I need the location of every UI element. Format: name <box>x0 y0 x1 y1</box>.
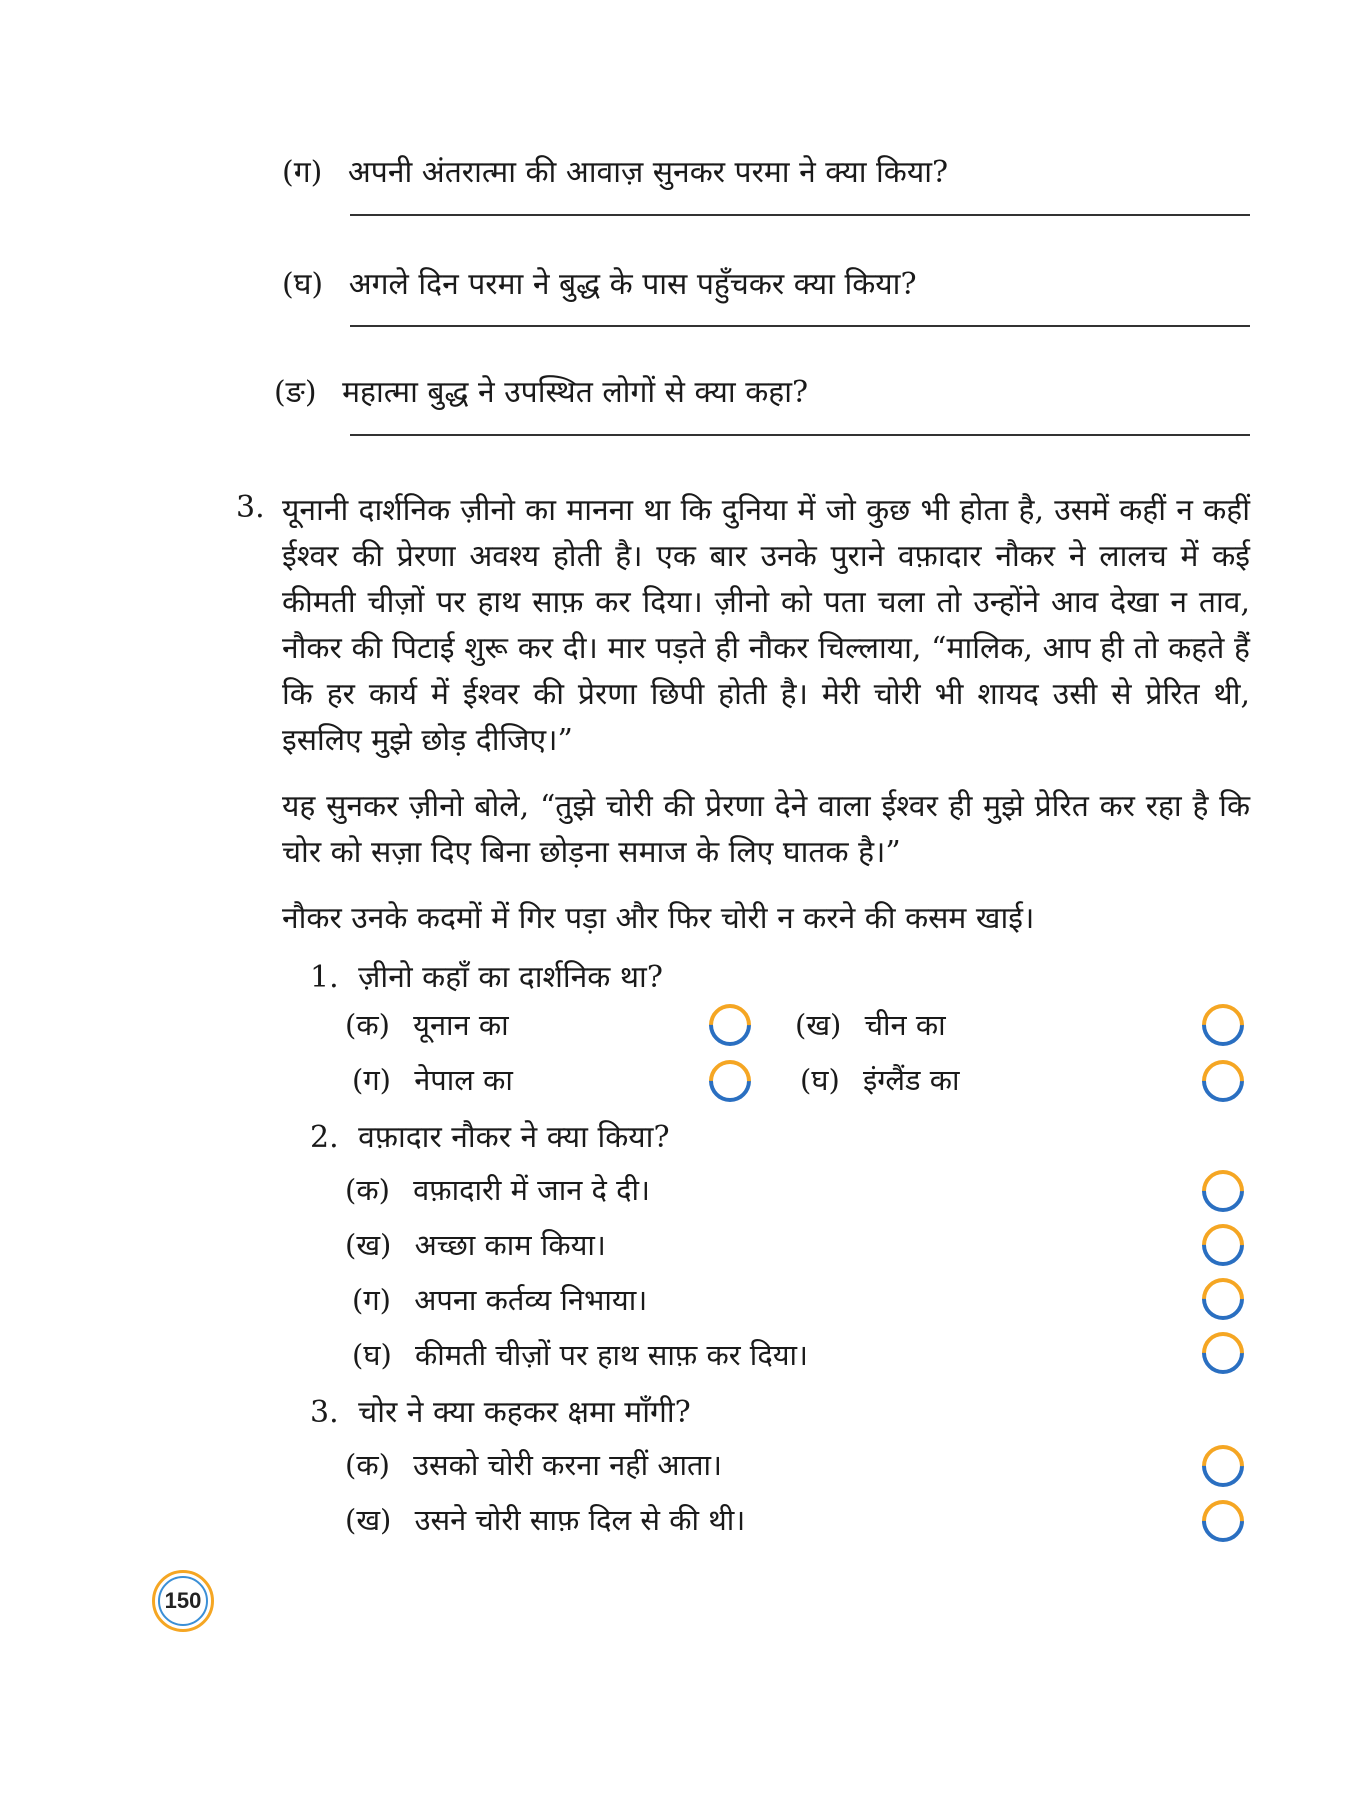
mcq-question <box>310 955 663 996</box>
page-number-badge <box>152 1570 214 1632</box>
answer-circle[interactable] <box>1193 1269 1252 1328</box>
option-label: (घ) <box>352 1338 392 1372</box>
option-text: उसको चोरी करना नहीं आता। <box>413 1448 722 1482</box>
mcq-question-text: ज़ीनो कहाँ का दार्शनिक था? <box>358 960 663 995</box>
mcq-question <box>310 1390 691 1431</box>
passage-paragraph: यूनानी दार्शनिक ज़ीनो का मानना था कि दुनिया में जो कुछ भी होता है, उसमें कहीं न कहीं ईश्वर की प्रेरणा अवश्य होती है। एक बार उनके पुराने वफ़ादार नौकर ने लालच में कई कीमती चीज़ों पर हाथ साफ़ कर दिया। ज़ीनो को पता चला तो उन्होंने आव देखा न ताव, नौकर की पिटाई शुरू कर दी। मार पड़ते ही नौकर चिल्लाया, “मालिक, आप ही तो कहते हैं कि हर कार्य में ईश्वर की प्रेरणा छिपी होती है। मेरी चोरी भी शायद उसी से प्रेरित थी, इसलिए मुझे छोड़ दीजिए।” <box>282 493 1250 758</box>
option-text: यूनान का <box>413 1008 509 1042</box>
option-label: (ख) <box>795 1008 842 1042</box>
mcq-number: 3. <box>310 1395 339 1430</box>
answer-circle[interactable] <box>700 1051 759 1110</box>
answer-circle[interactable] <box>1193 1491 1252 1550</box>
question-label: (ङ) <box>274 375 317 410</box>
option-text: नेपाल का <box>414 1063 513 1097</box>
option-label: (ग) <box>352 1063 391 1097</box>
passage-paragraph: नौकर उनके कदमों में गिर पड़ा और फिर चोरी न करने की कसम खाई। <box>282 901 1035 936</box>
mcq-option <box>345 1500 745 1539</box>
option-label: (ख) <box>345 1503 392 1537</box>
question-label: (ग) <box>282 155 323 190</box>
option-label: (क) <box>345 1448 390 1482</box>
option-text: कीमती चीज़ों पर हाथ साफ़ कर दिया। <box>415 1338 809 1372</box>
option-text: अच्छा काम किया। <box>414 1228 606 1262</box>
question-g <box>282 150 948 191</box>
mcq-option <box>345 1005 509 1044</box>
question-text: अपनी अंतरात्मा की आवाज़ सुनकर परमा ने क्या किया? <box>347 155 949 190</box>
answer-line[interactable] <box>350 325 1250 327</box>
mcq-option <box>345 1170 650 1209</box>
option-text: इंग्लैंड का <box>863 1063 960 1097</box>
mcq-option <box>352 1280 647 1319</box>
mcq-question-text: वफ़ादार नौकर ने क्या किया? <box>358 1120 670 1155</box>
section-number: 3. <box>236 490 265 525</box>
mcq-number: 1. <box>310 960 339 995</box>
passage-paragraph: यह सुनकर ज़ीनो बोले, “तुझे चोरी की प्रेरणा देने वाला ईश्वर ही मुझे प्रेरित कर रहा है कि चोर को सज़ा दिए बिना छोड़ना समाज के लिए घातक है।” <box>282 789 1250 870</box>
answer-circle[interactable] <box>1193 1161 1252 1220</box>
mcq-question-text: चोर ने क्या कहकर क्षमा माँगी? <box>358 1395 691 1430</box>
option-label: (ख) <box>345 1228 392 1262</box>
mcq-option <box>345 1445 722 1484</box>
question-gh <box>282 262 917 303</box>
mcq-number: 2. <box>310 1120 339 1155</box>
answer-circle[interactable] <box>1193 1051 1252 1110</box>
answer-line[interactable] <box>350 434 1250 436</box>
mcq-option <box>795 1005 946 1044</box>
option-text: उसने चोरी साफ़ दिल से की थी। <box>414 1503 746 1537</box>
option-label: (क) <box>345 1173 390 1207</box>
answer-circle[interactable] <box>1193 1436 1252 1495</box>
option-text: चीन का <box>864 1008 946 1042</box>
question-text: अगले दिन परमा ने बुद्ध के पास पहुँचकर क्या किया? <box>348 267 917 302</box>
option-text: अपना कर्तव्य निभाया। <box>414 1283 648 1317</box>
answer-circle[interactable] <box>1193 995 1252 1054</box>
mcq-option <box>345 1225 606 1264</box>
answer-circle[interactable] <box>1193 1323 1252 1382</box>
option-text: वफ़ादारी में जान दे दी। <box>413 1173 651 1207</box>
answer-circle[interactable] <box>1193 1215 1252 1274</box>
mcq-question <box>310 1115 670 1156</box>
answer-line[interactable] <box>350 214 1250 216</box>
question-label: (घ) <box>282 267 324 302</box>
option-label: (ग) <box>352 1283 391 1317</box>
option-label: (क) <box>345 1008 390 1042</box>
mcq-option <box>352 1060 513 1099</box>
question-nga <box>274 370 808 411</box>
page-number: 150 <box>164 1588 202 1613</box>
answer-circle[interactable] <box>700 995 759 1054</box>
mcq-option <box>352 1335 808 1374</box>
option-label: (घ) <box>800 1063 840 1097</box>
mcq-option <box>800 1060 960 1099</box>
question-text: महात्मा बुद्ध ने उपस्थित लोगों से क्या कहा? <box>342 375 809 410</box>
